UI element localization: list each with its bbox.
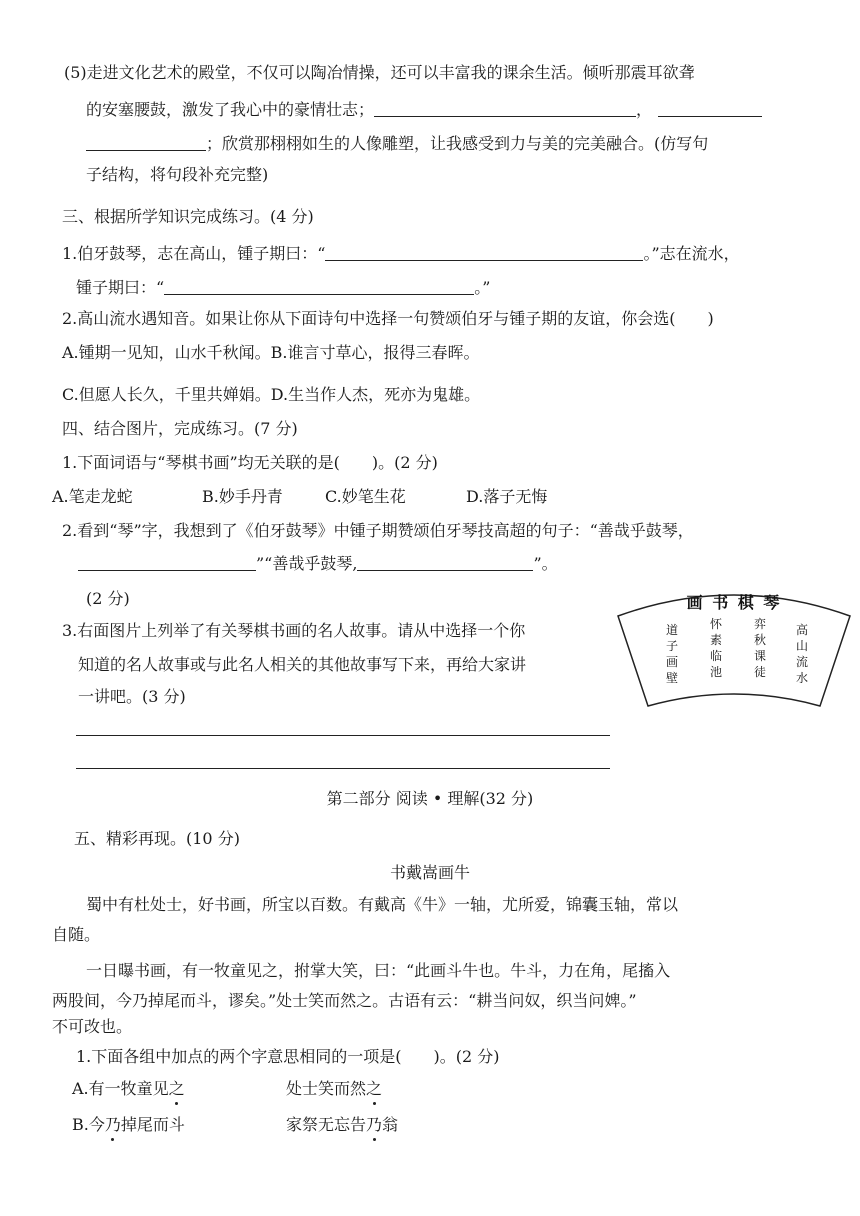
s4-option-c: C.妙笔生花 bbox=[325, 487, 406, 506]
answer-line[interactable] bbox=[76, 768, 610, 769]
s3-options-ab: A.锺期一见知，山水千秋闻。B.谁言寸草心，报得三春晖。 bbox=[62, 343, 480, 362]
fan-char: 流 bbox=[795, 655, 809, 669]
fan-char: 画 bbox=[665, 655, 679, 669]
s3-q1-line-2 bbox=[76, 276, 490, 299]
s4-q2-text-2: ”。 bbox=[533, 554, 558, 573]
s3-q1-text: 1.伯牙鼓琴，志在高山，锺子期曰：“ bbox=[62, 244, 326, 263]
fan-char: 课 bbox=[753, 649, 767, 663]
fan-char: 素 bbox=[709, 633, 723, 647]
dotted-char: 乃 bbox=[104, 1115, 121, 1134]
q5-line-3 bbox=[86, 132, 708, 155]
option-text: B.今 bbox=[72, 1115, 105, 1134]
fan-char: 怀 bbox=[709, 617, 723, 631]
answer-blank[interactable] bbox=[374, 98, 636, 117]
answer-blank[interactable] bbox=[86, 132, 206, 151]
s3-options-cd: C.但愿人长久，千里共婵娟。D.生当作人杰，死亦为鬼雄。 bbox=[62, 385, 481, 404]
s3-q1-text-3: 锺子期曰：“ bbox=[76, 278, 165, 297]
fan-char: 水 bbox=[795, 671, 809, 685]
passage-p2-line-1: 一日曝书画，有一牧童见之，拊掌大笑，曰：“此画斗牛也。牛斗，力在角，尾搐入 bbox=[86, 961, 671, 980]
s4-option-d: D.落子无悔 bbox=[466, 487, 548, 506]
s3-q1-line-1 bbox=[62, 242, 740, 265]
s4-q1: 1.下面词语与“琴棋书画”均无关联的是( )。(2 分) bbox=[62, 453, 438, 472]
s4-q3-line-1: 3.右面图片上列举了有关琴棋书画的名人故事。请从中选择一个你 bbox=[62, 621, 526, 640]
q5-line-4: 子结构，将句段补充完整) bbox=[86, 165, 269, 184]
q5-line-2 bbox=[86, 98, 762, 121]
comma: ， bbox=[636, 100, 653, 119]
fan-char: 壁 bbox=[665, 671, 679, 685]
option-text: A.有一牧童见 bbox=[72, 1079, 169, 1098]
s5-option-a-right bbox=[286, 1078, 382, 1100]
section-4-heading: 四、结合图片，完成练习。(7 分) bbox=[62, 419, 298, 438]
s4-q2-line-2 bbox=[78, 552, 558, 575]
dotted-char: 之 bbox=[168, 1079, 185, 1098]
section-3-heading: 三、根据所学知识完成练习。(4 分) bbox=[62, 207, 314, 226]
fan-char: 道 bbox=[665, 623, 679, 637]
fan-char: 池 bbox=[709, 665, 723, 679]
fan-char: 临 bbox=[709, 649, 723, 663]
s4-q3-line-3: 一讲吧。(3 分) bbox=[78, 687, 186, 706]
fan-illustration bbox=[614, 580, 854, 716]
fan-char: 山 bbox=[795, 639, 809, 653]
option-text: 翁 bbox=[382, 1115, 399, 1134]
s4-q2-score: (2 分) bbox=[86, 589, 130, 608]
s4-q3-line-2: 知道的名人故事或与此名人相关的其他故事写下来，再给大家讲 bbox=[78, 655, 527, 674]
s3-q1-text-2: 。”志在流水， bbox=[643, 244, 740, 263]
q5-line-2-text: 的安塞腰鼓，激发了我心中的豪情壮志； bbox=[86, 100, 375, 119]
section-5-heading: 五、精彩再现。(10 分) bbox=[74, 829, 240, 848]
dotted-char: 乃 bbox=[366, 1115, 383, 1134]
s5-option-b-right bbox=[286, 1114, 398, 1136]
option-text: 家祭无忘告 bbox=[286, 1115, 367, 1134]
passage-p1-line-2: 自随。 bbox=[52, 925, 101, 944]
fan-char: 弈 bbox=[753, 617, 767, 631]
option-text: 处士笑而然 bbox=[286, 1079, 367, 1098]
answer-blank[interactable] bbox=[325, 242, 643, 261]
passage-p1-line-1: 蜀中有杜处士，好书画，所宝以百数。有戴高《牛》一轴，尤所爱，锦囊玉轴，常以 bbox=[86, 895, 679, 914]
s5-option-b-left bbox=[72, 1114, 185, 1136]
answer-blank[interactable] bbox=[658, 98, 762, 117]
fan-char: 高 bbox=[795, 623, 809, 637]
s4-option-b: B.妙手丹青 bbox=[202, 487, 283, 506]
s4-q2-line-1: 2.看到“琴”字，我想到了《伯牙鼓琴》中锺子期赞颂伯牙琴技高超的句子：“善哉乎鼓琴， bbox=[62, 521, 694, 540]
answer-line[interactable] bbox=[76, 735, 610, 736]
fan-char: 子 bbox=[665, 639, 679, 653]
passage-p2-line-2: 两股间，今乃掉尾而斗，谬矣。”处士笑而然之。古语有云：“耕当问奴，织当问婢。” bbox=[52, 991, 637, 1010]
answer-blank[interactable] bbox=[164, 276, 474, 295]
passage-p2-line-3: 不可改也。 bbox=[52, 1017, 133, 1036]
s3-q2: 2.高山流水遇知音。如果让你从下面诗句中选择一句赞颂伯牙与锺子期的友谊，你会选( ) bbox=[62, 309, 714, 328]
answer-blank[interactable] bbox=[78, 552, 256, 571]
passage-title: 书戴嵩画牛 bbox=[389, 863, 470, 882]
s3-q1-text-4: 。” bbox=[474, 278, 491, 297]
answer-blank[interactable] bbox=[357, 552, 533, 571]
q5-line-3-text: ；欣赏那栩栩如生的人像雕塑，让我感受到力与美的完美融合。(仿写句 bbox=[206, 134, 709, 153]
s5-option-a-left bbox=[72, 1078, 185, 1100]
fan-char: 徒 bbox=[753, 665, 767, 679]
part-2-title: 第二部分 阅读 • 理解(32 分) bbox=[326, 789, 534, 808]
fan-char: 秋 bbox=[753, 633, 767, 647]
option-text: 掉尾而斗 bbox=[120, 1115, 185, 1134]
q5-line-1: (5)走进文化艺术的殿堂，不仅可以陶冶情操，还可以丰富我的课余生活。倾听那震耳欲聋 bbox=[64, 63, 695, 82]
s4-q2-text: ”“善哉乎鼓琴, bbox=[256, 554, 358, 573]
fan-title: 画 书 棋 琴 bbox=[686, 593, 782, 612]
s4-option-a: A.笔走龙蛇 bbox=[52, 487, 133, 506]
dotted-char: 之 bbox=[366, 1079, 383, 1098]
s5-q1: 1.下面各组中加点的两个字意思相同的一项是( )。(2 分) bbox=[76, 1047, 500, 1066]
